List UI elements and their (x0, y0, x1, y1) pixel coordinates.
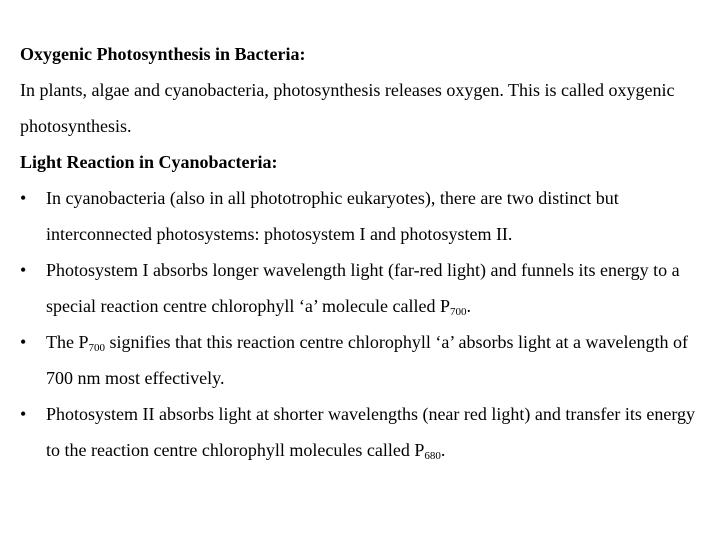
bullet-text: In cyanobacteria (also in all phototrophic eukaryotes), there are two distinct but interconnected photosystems: photosystem I and photosystem II. (46, 188, 619, 244)
bullet-item-photosystems (20, 180, 700, 252)
subscript-680: 680 (424, 450, 441, 462)
subscript-700: 700 (449, 306, 467, 318)
slide-content (20, 36, 700, 468)
bullet-text-end: . (440, 440, 446, 460)
bullet-text-end: . (466, 296, 471, 316)
bullet-item-photosystem-two (20, 396, 700, 468)
bullet-dot-icon: • (20, 404, 27, 424)
bullet-text: Photosystem II absorbs light at shorter wavelengths (near red light) and transfer its energy to the reaction centre chlorophyll molecules called P (46, 404, 696, 460)
bullet-text-end: signifies that this reaction centre chlorophyll ‘a’ absorbs light at a wavelength of 700 nm most effectively. (46, 332, 688, 388)
heading-oxygenic-photosynthesis: Oxygenic Photosynthesis in Bacteria: (20, 44, 306, 64)
bullet-text: Photosystem I absorbs longer wavelength light (far-red light) and funnels its energy to a special reaction centre chlorophyll ‘a’ molecule called P (46, 260, 680, 316)
bullet-text: The P (46, 332, 89, 352)
bullet-dot-icon: • (20, 260, 27, 280)
bullet-dot-icon: • (20, 188, 27, 208)
bullet-item-p700 (20, 324, 700, 396)
bullet-item-photosystem-one (20, 252, 700, 324)
subscript-700: 700 (88, 342, 105, 354)
bullet-dot-icon: • (20, 332, 27, 352)
heading-light-reaction: Light Reaction in Cyanobacteria: (20, 152, 278, 172)
bullet-list (20, 180, 700, 468)
intro-paragraph: In plants, algae and cyanobacteria, photosynthesis releases oxygen. This is called oxygenic photosynthesis. (20, 80, 675, 136)
